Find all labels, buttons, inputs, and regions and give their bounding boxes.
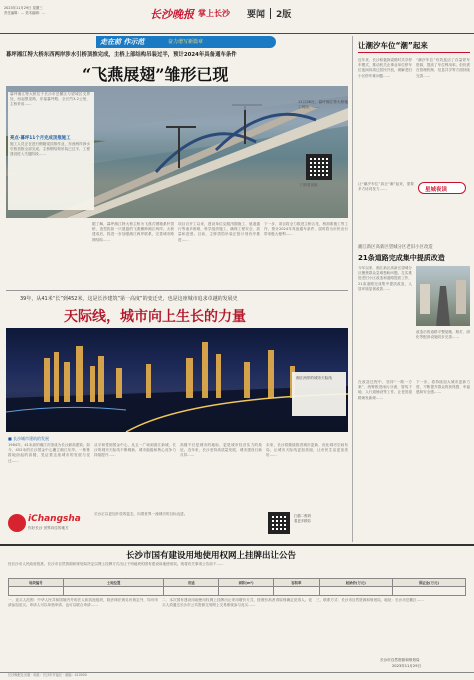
right-body-4: 今年以来，湘江新区高新区望城分区聚焦群众急难愁盼问题，扎实推进老旧小区改造和道路提质工作，21条道路完成集中提质改造，人居环境显著改善…… [358,266,412,291]
table-header: 起始价(万元) [319,579,392,587]
right-headline-mid2: 21条道路完成集中提质改造 [358,254,445,262]
skyline-body-col-3: 高楼不仅是城市的地标，更是城市经济实力的象征。近年来，长沙坚持高质量发展，城市建设日新月异…… [180,443,262,458]
bottom-intro: 经长沙市人民政府批准，长沙市自然资源和规划局决定以网上挂牌方式出让下列地块的国有建设用地使用权。现将有关事项公告如下…… [8,562,224,566]
brand-tagline: 你好长沙 世界向往的地方 [28,526,69,530]
bottom-body-3: 三、联系方式：长沙市自然资源和规划局，地址：长沙市岳麓区…… [316,598,424,602]
lead-body-1: 暮坪湘江特大桥位于长沙市岳麓区与望城区交界处，西起银星路，东接暮坪路，全长约3.2公里，主桥采用…… [10,92,90,107]
right-headline-mid: 湘江新区高新区望城分区老旧小区改造 [358,245,433,250]
table-header: 用途 [164,579,219,587]
skyline-qr-code [268,512,290,534]
right-body-5: 改造后的道路平整宽敞，路灯、绿化等配套设施同步完善…… [416,330,470,340]
table-header-row [9,579,466,587]
lead-side-note: 11月28日，暮坪湘江特大桥施工现场，…… [298,100,348,110]
header-meta: 2023年11月29日 星期三 责任编辑：... 美术编辑：... [4,6,46,15]
right-tag-text: 星城夜读 [425,187,448,193]
banner [96,36,276,48]
page-number: 2版 [276,10,292,20]
bottom-table [8,578,466,596]
lead-headline: “飞燕展翅”雏形已现 [82,65,229,84]
lead-subhead: 亮点·暮坪11个月完成顶推施工 [10,136,71,141]
skyline-qr-caption: 扫描二维码 看更多精彩 [294,514,311,523]
right-tag-badge [418,182,466,194]
table-header: 面积(m²) [219,579,274,587]
skyline-body-col-2: 从平和堂到国金中心，从五一广场到滨江新城，长沙的城市天际线不断刷新，城市能级和核心竞争力持续提升…… [94,443,176,458]
bottom-footer-right: 2023年11月29日 [392,664,422,668]
skyline-body-col-5: 长沙正以更加开放的姿态，向着世界一流城市的目标迈进。 [94,512,188,516]
skyline-subhead: ■ 长沙城市建筑的发展 [8,436,50,441]
banner-tag-main: 走在前 作示范 [100,38,145,46]
page-header [0,0,474,34]
lead-body-col-3: 下一步，项目将全力推进主桥合龙、桥面系施工等工作，预计2024年具备通车条件，届时将为市民出行带来极大便利…… [264,222,348,237]
right-body-6: 在改造过程中，坚持“一路一方案”，统筹推进雨污分流、管线下地、人行道铺设等工作，让老旧道路焕发新颜…… [358,380,412,400]
brand-logo: iChangsha [28,514,81,524]
right-headline-top: 让潮汐车位“潮”起来 [358,41,428,50]
lead-body-2: 施工人员正在进行钢箱梁顶推作业，东西两岸涉水引桥顶推全部完成，主桥钢结构吊装已过半，工程建设进入关键阶段…… [10,142,90,157]
brand-logo-icon [8,514,26,532]
right-column-rule [352,36,353,542]
table-header: 保证金(万元) [392,579,465,587]
banner-tag-sub: 奋力谱写新篇章 [168,39,204,45]
lead-qr-caption: 扫码看视频 [300,183,318,187]
skyline-body-col-1: 1984年，41米高的湘江宾馆成为长沙最高建筑；如今，452米的长沙国金中心矗立湘江东岸。一栋栋拔地而起的高楼，见证着这座城市的发展与变迁…… [8,443,90,463]
bottom-headline: 长沙市国有建设用地使用权网上挂牌出让公告 [126,551,297,561]
road-illustration [416,266,470,326]
table-header: 土地位置 [63,579,164,587]
skyline-body-col-4: 未来，长沙将继续推进城市更新，优化城市空间布局，让城市天际线更加美丽，让市民生活更加美好…… [266,443,348,458]
bottom-body-1: 一、竞买人范围：中华人民共和国境内外的法人和其他组织，除法律法规另有规定外，均可申请参加竞买。申请人可以单独申请，也可以联合申请…… [8,598,158,608]
table-header: 容积率 [274,579,320,587]
lead-body-col-2: 项目自开工以来，建设单位克服汛期施工、航道通行等诸多困难，科学组织施工，确保工程安全、质量和进度。目前，主桥拱肋吊装正按计划有序推进…… [178,222,260,242]
lead-qr-code [306,154,332,180]
right-body-2: “潮汐车位”有效盘活了存量停车资源，提高了车位利用率。但仍需在管理机制、信息共享等方面持续完善…… [416,58,470,78]
skyline-headline: 天际线，城市向上生长的力量 [64,309,246,325]
page-footer: 长沙晚报社出版 · 地址：长沙市开福区 · 邮编：410000 [8,673,87,677]
masthead-logo: 长沙晚报 [150,8,194,21]
lead-body-col-1: 据了解，暮坪湘江特大桥主桥为飞燕式钢箱系杆拱桥，造型犹如一只展翅的飞燕横跨湘江两岸。大桥建成后，将进一步加强湘江两岸联系，完善城市路网结构…… [92,222,174,242]
skyline-photo-caption: 湘江两岸的城市天际线 [296,376,332,380]
bottom-body-2: 二、本次国有建设用地使用权网上挂牌出让采用增价方式，按照价高者得原则确定竞得人。竞买人须通过长沙市公共资源交易网上交易系统参与竞买…… [162,598,312,608]
lead-kicker: 暮坪湘江特大桥东西两岸涉水引桥顶推完成，主桥上部结构吊装过半，预计2024年具备通车条件 [6,52,237,58]
section-divider [6,290,348,291]
bottom-top-rule [0,544,474,546]
right-road-photo [416,266,470,326]
right-body-1: 近年来，长沙积极探索错时共享停车模式，推动机关企事业单位停车位夜间向周边居民开放，缓解老旧小区停车难问题…… [358,58,412,78]
skyline-kicker: 39年，从41米“长”到452米，这是长沙建筑“第一高度”的变迁史，也是这座城市追求卓越的发展史 [20,296,238,302]
brand-block [8,512,90,538]
right-top-rule [358,52,470,53]
table-header: 地块编号 [9,579,64,587]
masthead-slogan: 掌上长沙 [198,8,230,18]
section-label: 要闻 [247,10,266,20]
right-body-7: 下一步，将持续加大城市更新力度，不断提升群众的获得感、幸福感和安全感…… [416,380,470,395]
right-body-3: 让“潮汐车位”真正“潮”起来，需要多方协同发力…… [358,182,414,192]
table-row [9,587,466,596]
bottom-footer-left: 长沙市自然资源和规划局 [380,658,420,662]
page-divider [270,8,271,19]
